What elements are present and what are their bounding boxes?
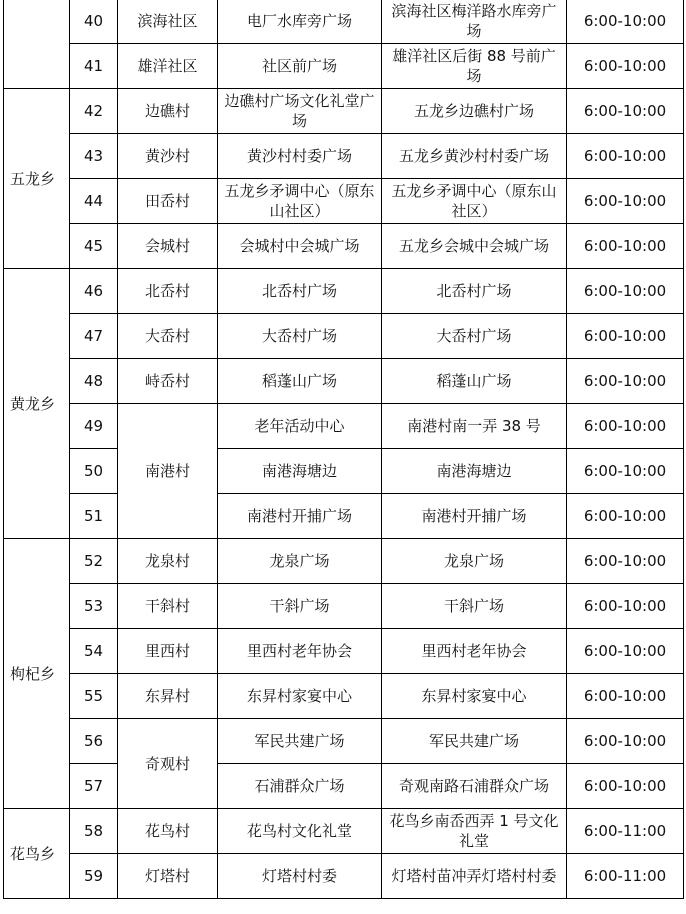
row-number: 51 bbox=[70, 494, 118, 539]
row-number: 44 bbox=[70, 179, 118, 224]
site-cell: 石浦群众广场 bbox=[218, 764, 382, 809]
time-cell: 6:00-10:00 bbox=[567, 629, 684, 674]
site-cell: 黄沙村村委广场 bbox=[218, 134, 382, 179]
table-row bbox=[4, 764, 684, 809]
venue-schedule-table bbox=[3, 0, 684, 899]
table-row bbox=[4, 539, 684, 584]
time-cell: 6:00-10:00 bbox=[567, 764, 684, 809]
site-cell: 社区前广场 bbox=[218, 44, 382, 89]
address-cell: 五龙乡边礁村广场 bbox=[382, 89, 567, 134]
village-cell: 灯塔村 bbox=[118, 854, 218, 899]
site-cell: 南港村开捕广场 bbox=[218, 494, 382, 539]
row-number: 59 bbox=[70, 854, 118, 899]
time-cell: 6:00-10:00 bbox=[567, 494, 684, 539]
table-row bbox=[4, 854, 684, 899]
row-number: 43 bbox=[70, 134, 118, 179]
table-row bbox=[4, 0, 684, 44]
row-number: 58 bbox=[70, 809, 118, 854]
table-row bbox=[4, 179, 684, 224]
town-cell-huanglong: 黄龙乡 bbox=[4, 269, 70, 539]
row-number: 55 bbox=[70, 674, 118, 719]
site-cell: 老年活动中心 bbox=[218, 404, 382, 449]
site-cell: 大岙村广场 bbox=[218, 314, 382, 359]
table-row bbox=[4, 494, 684, 539]
time-cell: 6:00-10:00 bbox=[567, 674, 684, 719]
address-cell: 五龙乡矛调中心（原东山社区） bbox=[382, 179, 567, 224]
village-cell: 干斜村 bbox=[118, 584, 218, 629]
row-number: 40 bbox=[70, 0, 118, 44]
village-cell: 雄洋社区 bbox=[118, 44, 218, 89]
address-cell: 奇观南路石浦群众广场 bbox=[382, 764, 567, 809]
address-cell: 南港村南一弄 38 号 bbox=[382, 404, 567, 449]
address-cell: 滨海社区梅洋路水库旁广场 bbox=[382, 0, 567, 44]
address-cell: 大岙村广场 bbox=[382, 314, 567, 359]
site-cell: 里西村老年协会 bbox=[218, 629, 382, 674]
village-cell: 峙岙村 bbox=[118, 359, 218, 404]
time-cell: 6:00-10:00 bbox=[567, 0, 684, 44]
village-cell: 会城村 bbox=[118, 224, 218, 269]
address-cell: 龙泉广场 bbox=[382, 539, 567, 584]
row-number: 47 bbox=[70, 314, 118, 359]
row-number: 57 bbox=[70, 764, 118, 809]
table-row bbox=[4, 584, 684, 629]
address-cell: 五龙乡黄沙村村委广场 bbox=[382, 134, 567, 179]
table-row bbox=[4, 44, 684, 89]
address-cell: 干斜广场 bbox=[382, 584, 567, 629]
table-row bbox=[4, 629, 684, 674]
time-cell: 6:00-10:00 bbox=[567, 539, 684, 584]
table-row bbox=[4, 89, 684, 134]
row-number: 49 bbox=[70, 404, 118, 449]
table-row bbox=[4, 224, 684, 269]
site-cell: 稻蓬山广场 bbox=[218, 359, 382, 404]
site-cell: 南港海塘边 bbox=[218, 449, 382, 494]
row-number: 54 bbox=[70, 629, 118, 674]
table-row bbox=[4, 809, 684, 854]
site-cell: 五龙乡矛调中心（原东山社区） bbox=[218, 179, 382, 224]
time-cell: 6:00-11:00 bbox=[567, 854, 684, 899]
table-row bbox=[4, 314, 684, 359]
village-cell: 田岙村 bbox=[118, 179, 218, 224]
time-cell: 6:00-10:00 bbox=[567, 44, 684, 89]
address-cell: 东昇村家宴中心 bbox=[382, 674, 567, 719]
row-number: 56 bbox=[70, 719, 118, 764]
row-number: 45 bbox=[70, 224, 118, 269]
time-cell: 6:00-10:00 bbox=[567, 224, 684, 269]
address-cell: 南港海塘边 bbox=[382, 449, 567, 494]
address-cell: 里西村老年协会 bbox=[382, 629, 567, 674]
address-cell: 花鸟乡南岙西弄 1 号文化礼堂 bbox=[382, 809, 567, 854]
time-cell: 6:00-10:00 bbox=[567, 269, 684, 314]
address-cell: 灯塔村苗冲弄灯塔村村委 bbox=[382, 854, 567, 899]
site-cell: 电厂水库旁广场 bbox=[218, 0, 382, 44]
town-cell-gouqi: 枸杞乡 bbox=[4, 539, 70, 809]
row-number: 52 bbox=[70, 539, 118, 584]
site-cell: 边礁村广场文化礼堂广场 bbox=[218, 89, 382, 134]
time-cell: 6:00-10:00 bbox=[567, 314, 684, 359]
table-row bbox=[4, 674, 684, 719]
table-row bbox=[4, 134, 684, 179]
row-number: 50 bbox=[70, 449, 118, 494]
village-cell: 花鸟村 bbox=[118, 809, 218, 854]
site-cell: 花鸟村文化礼堂 bbox=[218, 809, 382, 854]
table-row bbox=[4, 404, 684, 449]
time-cell: 6:00-10:00 bbox=[567, 719, 684, 764]
village-cell: 北岙村 bbox=[118, 269, 218, 314]
village-cell: 滨海社区 bbox=[118, 0, 218, 44]
town-cell-wulong: 五龙乡 bbox=[4, 89, 70, 269]
village-cell: 东昇村 bbox=[118, 674, 218, 719]
village-cell: 黄沙村 bbox=[118, 134, 218, 179]
time-cell: 6:00-10:00 bbox=[567, 89, 684, 134]
village-cell: 大岙村 bbox=[118, 314, 218, 359]
time-cell: 6:00-11:00 bbox=[567, 809, 684, 854]
row-number: 42 bbox=[70, 89, 118, 134]
time-cell: 6:00-10:00 bbox=[567, 404, 684, 449]
address-cell: 军民共建广场 bbox=[382, 719, 567, 764]
time-cell: 6:00-10:00 bbox=[567, 449, 684, 494]
site-cell: 龙泉广场 bbox=[218, 539, 382, 584]
site-cell: 干斜广场 bbox=[218, 584, 382, 629]
site-cell: 东昇村家宴中心 bbox=[218, 674, 382, 719]
village-cell: 龙泉村 bbox=[118, 539, 218, 584]
site-cell: 北岙村广场 bbox=[218, 269, 382, 314]
site-cell: 灯塔村村委 bbox=[218, 854, 382, 899]
table-row bbox=[4, 719, 684, 764]
row-number: 41 bbox=[70, 44, 118, 89]
address-cell: 南港村开捕广场 bbox=[382, 494, 567, 539]
row-number: 48 bbox=[70, 359, 118, 404]
address-cell: 稻蓬山广场 bbox=[382, 359, 567, 404]
village-cell: 南港村 bbox=[118, 404, 218, 539]
time-cell: 6:00-10:00 bbox=[567, 179, 684, 224]
address-cell: 北岙村广场 bbox=[382, 269, 567, 314]
town-cell-huaniao: 花鸟乡 bbox=[4, 809, 70, 899]
table-row bbox=[4, 359, 684, 404]
time-cell: 6:00-10:00 bbox=[567, 134, 684, 179]
time-cell: 6:00-10:00 bbox=[567, 584, 684, 629]
village-cell: 奇观村 bbox=[118, 719, 218, 809]
site-cell: 会城村中会城广场 bbox=[218, 224, 382, 269]
table-row bbox=[4, 269, 684, 314]
village-cell: 里西村 bbox=[118, 629, 218, 674]
site-cell: 军民共建广场 bbox=[218, 719, 382, 764]
row-number: 46 bbox=[70, 269, 118, 314]
address-cell: 雄洋社区后街 88 号前广场 bbox=[382, 44, 567, 89]
village-cell: 边礁村 bbox=[118, 89, 218, 134]
address-cell: 五龙乡会城中会城广场 bbox=[382, 224, 567, 269]
row-number: 53 bbox=[70, 584, 118, 629]
town-cell-continued bbox=[4, 0, 70, 89]
table-row bbox=[4, 449, 684, 494]
time-cell: 6:00-10:00 bbox=[567, 359, 684, 404]
